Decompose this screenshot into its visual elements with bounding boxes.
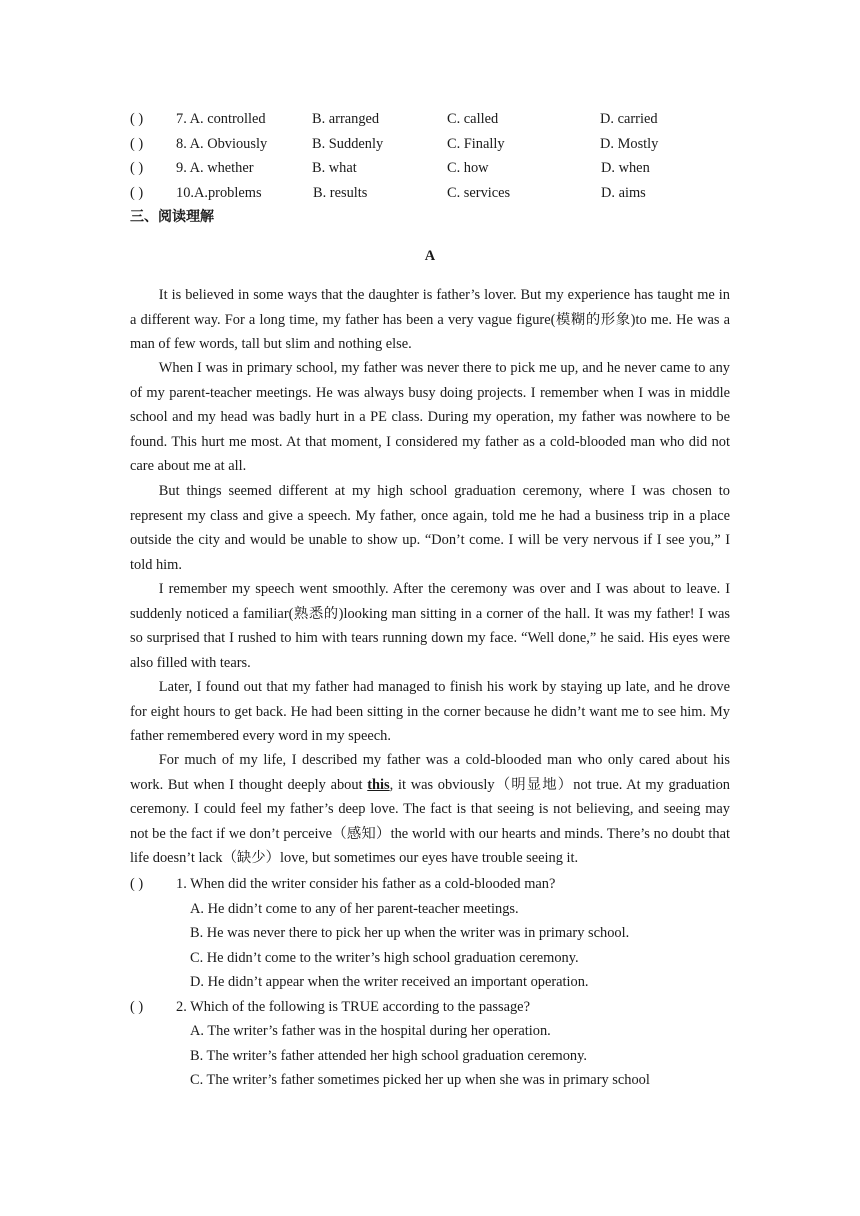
paragraph-text: , it was obviously（明显地）not true. At my graduation ceremony. I could feel my father’s deep love. The fact is that seeing is not believing, and seeing may not be the fact if we don’t perceive（感知）the world with our hearts and minds. There’s no doubt that life doesn’t lack（缺少）love, but sometimes our eyes have trouble seeing it. — [130, 776, 730, 866]
question-2-option-b: B. The writer’s father attended her high school graduation ceremony. — [190, 1048, 587, 1064]
answer-blank: ( ) — [130, 999, 144, 1015]
option-a: 9. A. whether — [176, 160, 254, 176]
passage-paragraph: When I was in primary school, my father was never there to pick me up, and he never came to any of my parent-teacher meetings. He was always busy doing projects. I remember when I was in middle school and my head was badly hurt in a PE class. During my operation, my father was nowhere to be found. This hurt me most. At that moment, I considered my father as a cold-blooded man who did not care about me at all. — [130, 360, 730, 474]
question-2 — [130, 995, 730, 1019]
passage-paragraph: It is believed in some ways that the daughter is father’s lover. But my experience has taught me in a different way. For a long time, my father has been a very vague figure(模糊的形象)to me. He was a man of few words, tall but slim and nothing else. — [130, 287, 730, 352]
option-a: 10.A.problems — [176, 185, 262, 201]
option-c: C. how — [447, 160, 489, 176]
passage-paragraph — [130, 748, 730, 871]
answer-blank: ( ) — [130, 876, 144, 892]
paragraph-text: For much of my life, I described my father was a cold-blooded man who only cared about his work. But when I thought deeply about — [130, 752, 730, 793]
option-d: D. carried — [600, 111, 658, 127]
option-b: B. arranged — [312, 111, 380, 127]
option-d: D. Mostly — [600, 136, 659, 152]
option-b: B. what — [312, 160, 357, 176]
question-text: 1. When did the writer consider his father as a cold-blooded man? — [176, 876, 556, 892]
passage-paragraph: Later, I found out that my father had managed to finish his work by staying up late, and he drove for eight hours to get back. He had been sitting in the corner because he didn’t want me to see him. My father remembered every word in my speech. — [130, 679, 730, 744]
question-1-option-d: D. He didn’t appear when the writer received an important operation. — [190, 974, 589, 990]
question-1 — [130, 872, 730, 896]
answer-blank: ( ) — [130, 111, 144, 127]
cloze-option-row — [130, 156, 730, 180]
passage-paragraph: But things seemed different at my high school graduation ceremony, where I was chosen to represent my class and give a speech. My father, once again, told me he had a business trip in a place outside the city and would be unable to show up. “Don’t come. I will be very nervous if I see you,” I told him. — [130, 483, 730, 573]
answer-blank: ( ) — [130, 160, 144, 176]
question-text: 2. Which of the following is TRUE according to the passage? — [176, 999, 530, 1015]
passage-paragraph: I remember my speech went smoothly. After the ceremony was over and I was about to leave. I suddenly noticed a familiar(熟悉的)looking man sitting in a corner of the hall. It was my father! I was so surprised that I rushed to him with tears running down my face. “Well done,” he said. His eyes were also filled with tears. — [130, 581, 730, 671]
option-a: 7. A. controlled — [176, 111, 266, 127]
option-b: B. Suddenly — [312, 136, 384, 152]
option-c: C. services — [447, 185, 511, 201]
option-c: C. Finally — [447, 136, 505, 152]
option-d: D. aims — [601, 185, 646, 201]
passage-title: A — [424, 248, 436, 264]
question-2-option-c: C. The writer’s father sometimes picked her up when she was in primary school — [190, 1072, 650, 1088]
option-a: 8. A. Obviously — [176, 136, 268, 152]
cloze-option-row — [130, 181, 730, 205]
answer-blank: ( ) — [130, 136, 144, 152]
option-d: D. when — [601, 160, 650, 176]
option-c: C. called — [447, 111, 499, 127]
cloze-option-row — [130, 107, 730, 131]
section-title: 三、阅读理解 — [130, 209, 214, 225]
cloze-option-row — [130, 132, 730, 156]
option-b: B. results — [313, 185, 368, 201]
underlined-word: this — [367, 776, 390, 793]
question-2-option-a: A. The writer’s father was in the hospital during her operation. — [190, 1023, 551, 1039]
question-1-option-c: C. He didn’t come to the writer’s high school graduation ceremony. — [190, 950, 579, 966]
question-1-option-a: A. He didn’t come to any of her parent-teacher meetings. — [190, 901, 519, 917]
question-1-option-b: B. He was never there to pick her up when the writer was in primary school. — [190, 925, 630, 941]
answer-blank: ( ) — [130, 185, 144, 201]
